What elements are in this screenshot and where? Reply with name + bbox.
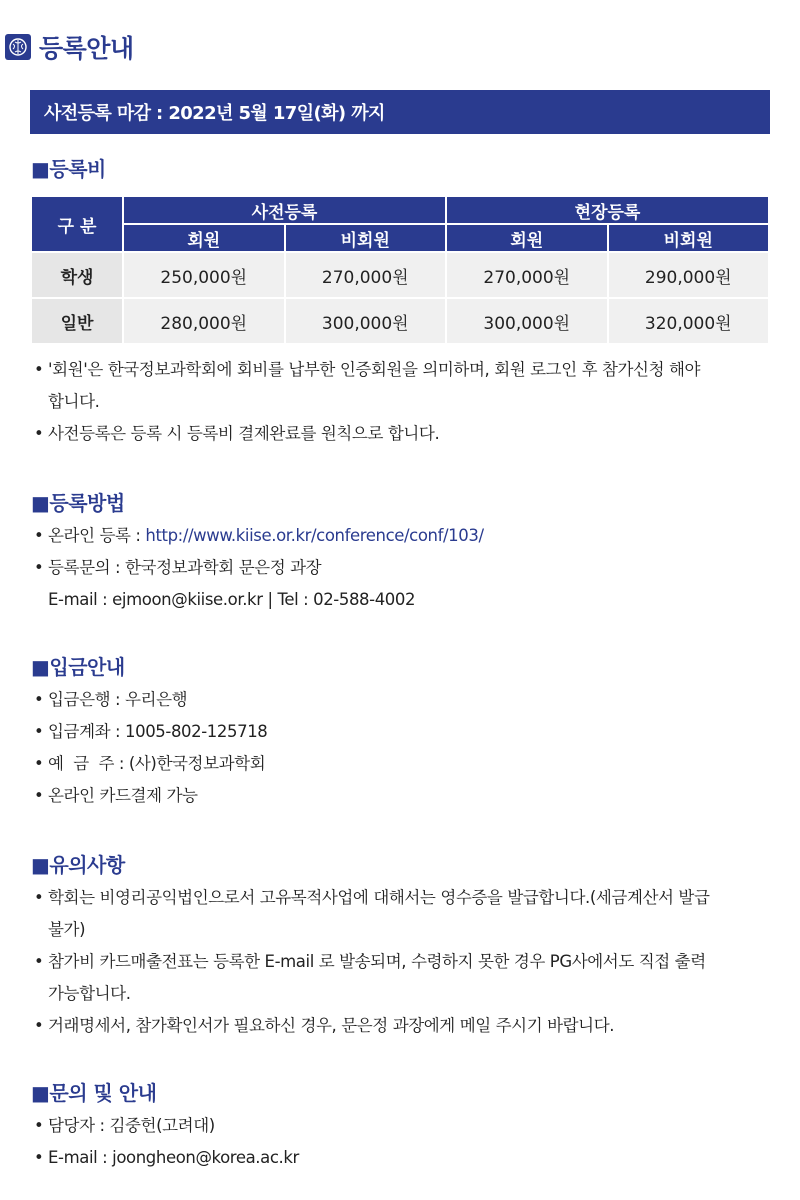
table-row (31, 252, 769, 298)
list-item: 불가) (48, 920, 86, 939)
method-list (32, 520, 777, 616)
deposit-list (32, 684, 777, 812)
list-item: • 예 금 주 : (사)한국정보과학회 (32, 748, 777, 780)
list-item: • 담당자 : 김중헌(고려대) (32, 1110, 777, 1142)
fee-notes-list (32, 354, 777, 450)
section-title-fee: ■등록비 (31, 157, 106, 181)
list-item: • 등록문의 : 한국정보과학회 문은정 과장 (32, 552, 777, 584)
notes-list (32, 882, 777, 1042)
list-item: • 거래명세서, 참가확인서가 필요하신 경우, 문은정 과장에게 메일 주시기 바랍니다. (32, 1010, 777, 1042)
list-item: • 온라인 카드결제 가능 (32, 780, 777, 812)
list-item: • 참가비 카드매출전표는 등록한 E-mail 로 발송되며, 수령하지 못한 경우 PG사에서도 직접 출력 (32, 946, 777, 978)
online-registration-label: 온라인 등록 : (48, 526, 146, 545)
table-cell: 320,000원 (608, 298, 770, 344)
section-title-contact: ■문의 및 안내 (31, 1081, 157, 1105)
list-item: • '회원'은 한국정보과학회에 회비를 납부한 인증회원을 의미하며, 회원 로그인 후 참가신청 해야 (32, 354, 777, 386)
list-item: 합니다. (48, 392, 100, 411)
table-cell: 250,000원 (123, 252, 285, 298)
list-item: • E-mail : joongheon@korea.ac.kr (32, 1142, 777, 1174)
table-cell: 290,000원 (608, 252, 770, 298)
table-cell: 300,000원 (446, 298, 608, 344)
table-cell: 270,000원 (446, 252, 608, 298)
page-title: 등록안내 (39, 34, 134, 63)
list-item: • 입금은행 : 우리은행 (32, 684, 777, 716)
fee-table (30, 195, 770, 345)
header-pre-registration: 사전등록 (123, 196, 446, 224)
table-cell: 270,000원 (285, 252, 447, 298)
list-item: • 사전등록은 등록 시 등록비 결제완료를 원칙으로 합니다. (32, 418, 777, 450)
section-title-notes: ■유의사항 (31, 853, 125, 877)
table-corner-header: 구 분 (31, 196, 123, 252)
subheader-non-member: 비회원 (285, 224, 447, 252)
list-item: E-mail : ejmoon@kiise.or.kr | Tel : 02-588-4002 (48, 590, 416, 609)
row-label-general: 일반 (31, 298, 123, 344)
list-item: • 입금계좌 : 1005-802-125718 (32, 716, 777, 748)
section-title-deposit: ■입금안내 (31, 655, 125, 679)
list-item: 가능합니다. (48, 984, 131, 1003)
contact-list (32, 1110, 777, 1174)
brain-logo-icon (5, 34, 31, 60)
deadline-banner: 사전등록 마감 : 2022년 5월 17일(화) 까지 (30, 90, 770, 134)
table-row (31, 298, 769, 344)
list-item: • 학회는 비영리공익법인으로서 고유목적사업에 대해서는 영수증을 발급합니다.(세금계산서 발급 (32, 882, 777, 914)
table-cell: 280,000원 (123, 298, 285, 344)
list-item (32, 520, 777, 552)
subheader-member: 회원 (123, 224, 285, 252)
header-onsite-registration: 현장등록 (446, 196, 769, 224)
table-cell: 300,000원 (285, 298, 447, 344)
subheader-member: 회원 (446, 224, 608, 252)
section-title-method: ■등록방법 (31, 491, 125, 515)
registration-link[interactable]: http://www.kiise.or.kr/conference/conf/103/ (145, 526, 484, 545)
subheader-non-member: 비회원 (608, 224, 770, 252)
page-header (5, 30, 134, 64)
row-label-student: 학생 (31, 252, 123, 298)
